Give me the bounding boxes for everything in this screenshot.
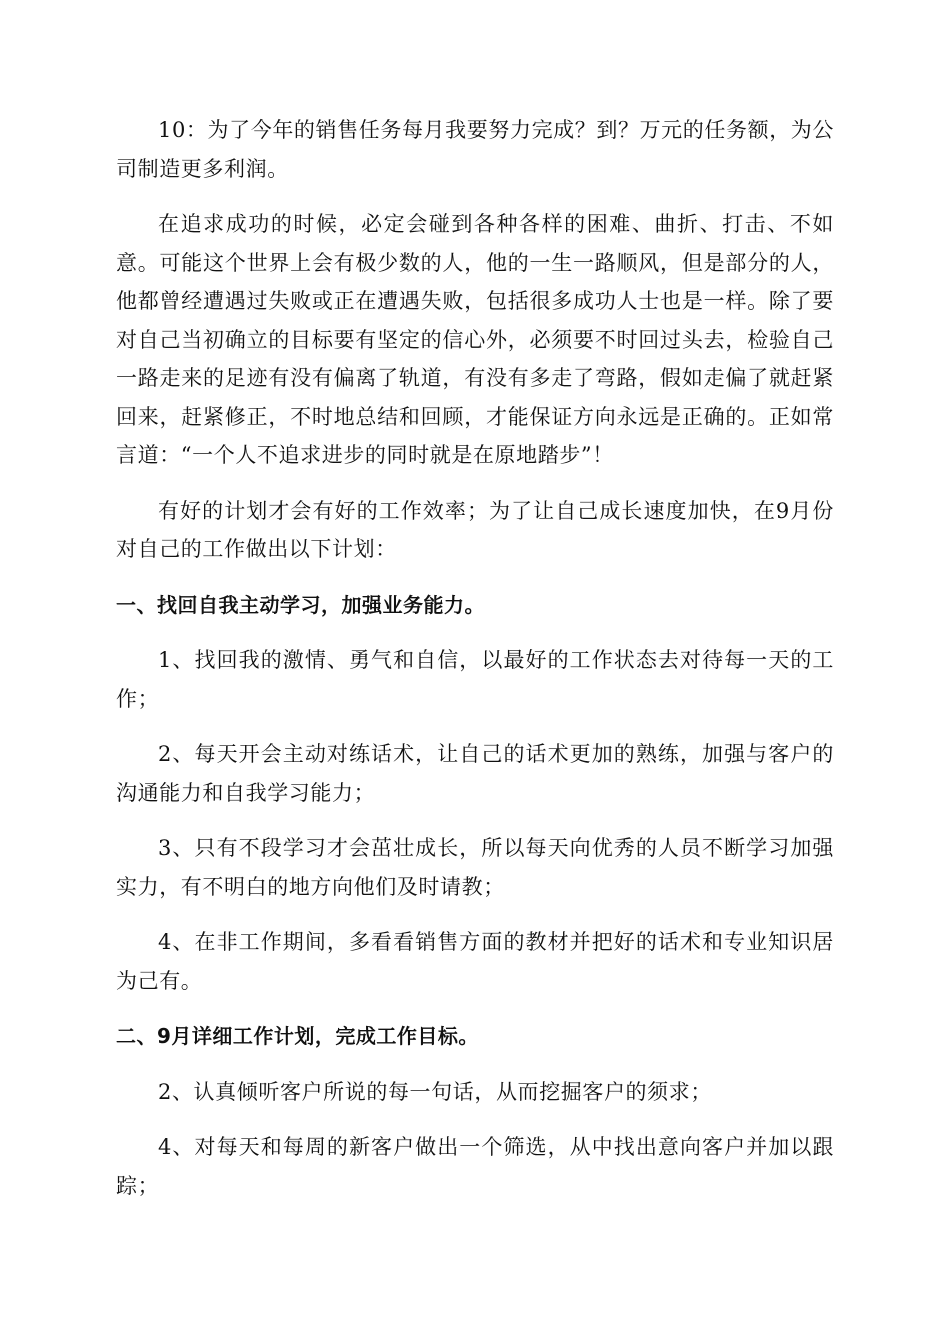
list-item-1-1: 1、找回我的激情、勇气和自信，以最好的工作状态去对待每一天的工作； bbox=[116, 648, 834, 711]
paragraph-pursuing-success: 在追求成功的时候，必定会碰到各种各样的困难、曲折、打击、不如意。可能这个世界上会有极少数的人，他的一生一路顺风，但是部分的人，他都曾经遭遇过失败或正在遭遇失败，包括很多成功人士也是一样。除了要对自己当初确立的目标要有坚定的信心外，必须要不时回过头去，检验自己一路走来的足迹有没有偏离了轨道，有没有多走了弯路，假如走偏了就赶紧回来，赶紧修正，不时地总结和回顾，才能保证方向永远是正确的。正如常言道：“一个人不追求进步的同时就是在原地踏步”！ bbox=[116, 212, 834, 467]
list-item-2-2: 2、认真倾听客户所说的每一句话，从而挖掘客户的须求； bbox=[158, 1079, 712, 1104]
list-item-2-4: 4、对每天和每周的新客户做出一个筛选，从中找出意向客户并加以跟踪； bbox=[116, 1135, 834, 1198]
section-heading-1: 一、找回自我主动学习，加强业务能力。 bbox=[116, 592, 485, 617]
list-item-1-3: 3、只有不段学习才会茁壮成长，所以每天向优秀的人员不断学习加强实力，有不明白的地方向他们及时请教； bbox=[116, 836, 834, 899]
paragraph-plan-intro: 有好的计划才会有好的工作效率；为了让自己成长速度加快，在9月份对自己的工作做出以下计划： bbox=[116, 498, 834, 561]
list-item-1-4: 4、在非工作期间，多看看销售方面的教材并把好的话术和专业知识居为己有。 bbox=[116, 930, 834, 993]
section-heading-2: 二、9月详细工作计划，完成工作目标。 bbox=[116, 1024, 479, 1048]
list-item-1-2: 2、每天开会主动对练话术，让自己的话术更加的熟练，加强与客户的沟通能力和自我学习能力； bbox=[116, 742, 834, 805]
document-page bbox=[116, 111, 834, 1222]
paragraph-sales-target: 10：为了今年的销售任务每月我要努力完成？到？万元的任务额，为公司制造更多利润。 bbox=[116, 118, 834, 181]
